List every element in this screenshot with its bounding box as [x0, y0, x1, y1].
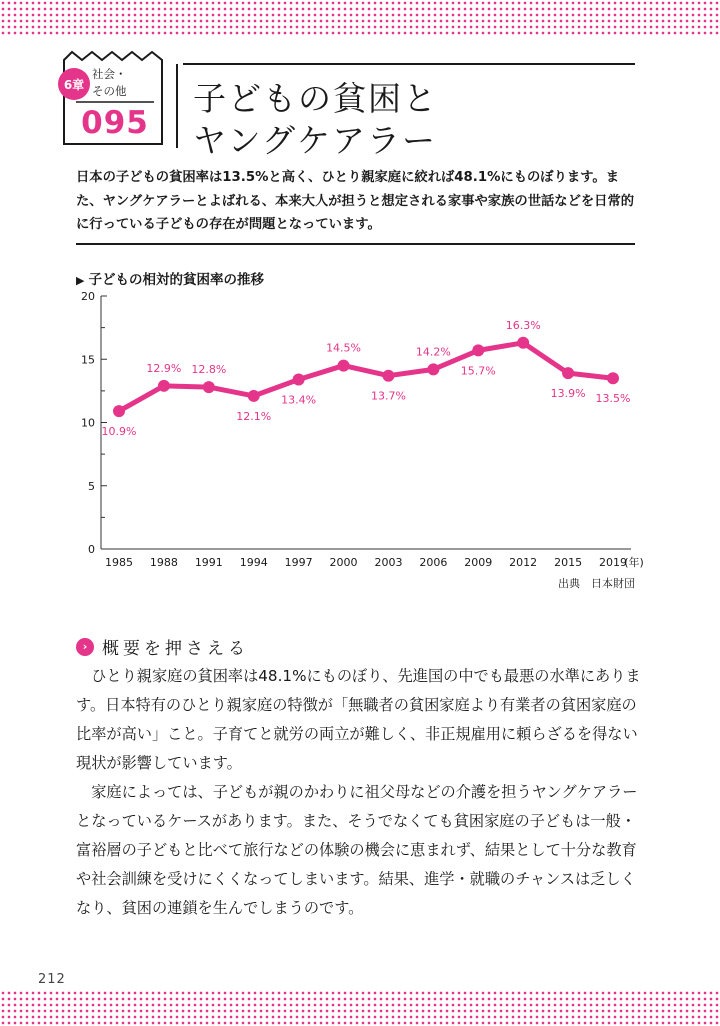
intro-divider: [76, 243, 635, 245]
x-tick-label: 2003: [374, 556, 403, 569]
page-number: 212: [38, 972, 66, 987]
x-tick-label: 1997: [284, 556, 313, 569]
x-axis-unit: (年): [624, 556, 644, 569]
data-label: 13.4%: [281, 393, 317, 407]
data-label: 15.7%: [460, 364, 496, 378]
section-title: 概要を押さえる: [102, 639, 249, 659]
y-tick-label: 0: [88, 543, 95, 556]
data-point: [293, 373, 305, 385]
title-top-rule: [183, 63, 635, 65]
page-title: [193, 78, 633, 162]
x-tick-label: 2000: [329, 556, 358, 569]
x-tick-label: 2006: [419, 556, 448, 569]
data-label: 14.2%: [415, 345, 451, 359]
data-label: 13.5%: [595, 392, 631, 406]
data-point: [113, 405, 125, 417]
data-point: [472, 344, 484, 356]
data-label: 13.9%: [550, 387, 586, 401]
intro-text: 日本の子どもの貧困率は13.5%と高く、ひとり親家庭に絞れば48.1%にものぼります。また、ヤングケアラーとよばれる、本来大人が担うと想定される家事や家族の世話などを日常的に行っている子どもの存在が問題となっています。: [76, 170, 635, 232]
triangle-marker-icon: ▶: [76, 274, 85, 287]
x-tick-label: 1994: [239, 556, 268, 569]
data-point: [562, 367, 574, 379]
data-point: [158, 380, 170, 392]
data-label: 14.5%: [326, 341, 362, 355]
body-paragraph-1: ひとり親家庭の貧困率は48.1%にものぼり、先進国の中でも最悪の水準にあります。日本特有のひとり親家庭の特徴が「無職者の貧困家庭より有業者の貧困家庭の比率が高い」こと。子育てと就労の両立が難しく、非正規雇用に頼らざるを得ない現状が影響しています。: [76, 667, 641, 772]
page-title-line2: ヤングケアラー: [193, 121, 438, 160]
x-tick-label: 2009: [464, 556, 493, 569]
page-title-line1: 子どもの貧困と: [193, 79, 438, 118]
body-text: [76, 662, 642, 923]
data-point: [338, 360, 350, 372]
data-label: 10.9%: [101, 425, 137, 439]
chart-source: 出典 日本財団: [558, 577, 635, 590]
top-dot-border: [0, 0, 720, 36]
poverty-rate-line-chart: [76, 286, 646, 576]
chart-heading: [76, 268, 264, 288]
x-tick-label: 2019: [599, 556, 627, 569]
series-line: [119, 343, 613, 411]
data-label: 16.3%: [505, 318, 541, 332]
y-tick-label: 20: [81, 290, 95, 303]
x-tick-label: 1985: [105, 556, 133, 569]
section-header: [76, 634, 249, 659]
body-paragraph-2: 家庭によっては、子どもが親のかわりに祖父母などの介護を担うヤングケアラーとなっているケースがあります。また、そうでなくても貧困家庭の子どもは一般・富裕層の子どもと比べて旅行などの体験の機会に恵まれず、結果として十分な教育や社会訓練を受けにくくなってしまいます。結果、進学・就職のチャンスは乏しくなり、貧困の連鎖を生んでしまうのです。: [76, 783, 638, 917]
chart-heading-text: 子どもの相対的貧困率の推移: [88, 272, 264, 288]
data-point: [203, 381, 215, 393]
chapter-category-line1: 社会・: [92, 67, 127, 81]
chapter-label: 6章: [58, 68, 90, 100]
x-tick-label: 2012: [509, 556, 538, 569]
title-vertical-rule: [176, 64, 178, 148]
bottom-dot-border: [0, 990, 720, 1026]
data-label: 12.8%: [191, 363, 227, 377]
chapter-category-line2: その他: [92, 84, 127, 98]
data-point: [382, 370, 394, 382]
data-point: [517, 337, 529, 349]
y-tick-label: 15: [81, 353, 95, 367]
data-label: 12.1%: [236, 409, 272, 423]
x-tick-label: 1991: [194, 556, 223, 569]
data-label: 12.9%: [146, 361, 182, 375]
data-label: 13.7%: [370, 389, 406, 403]
data-point: [607, 372, 619, 384]
x-tick-label: 1988: [149, 556, 178, 569]
y-tick-label: 5: [88, 479, 95, 493]
data-point: [427, 363, 439, 375]
y-tick-label: 10: [81, 416, 95, 430]
topic-number: 095: [81, 105, 149, 141]
chevron-right-icon: ›: [76, 638, 94, 656]
x-tick-label: 2015: [554, 556, 583, 569]
data-point: [248, 390, 260, 402]
chapter-category: [92, 66, 162, 100]
